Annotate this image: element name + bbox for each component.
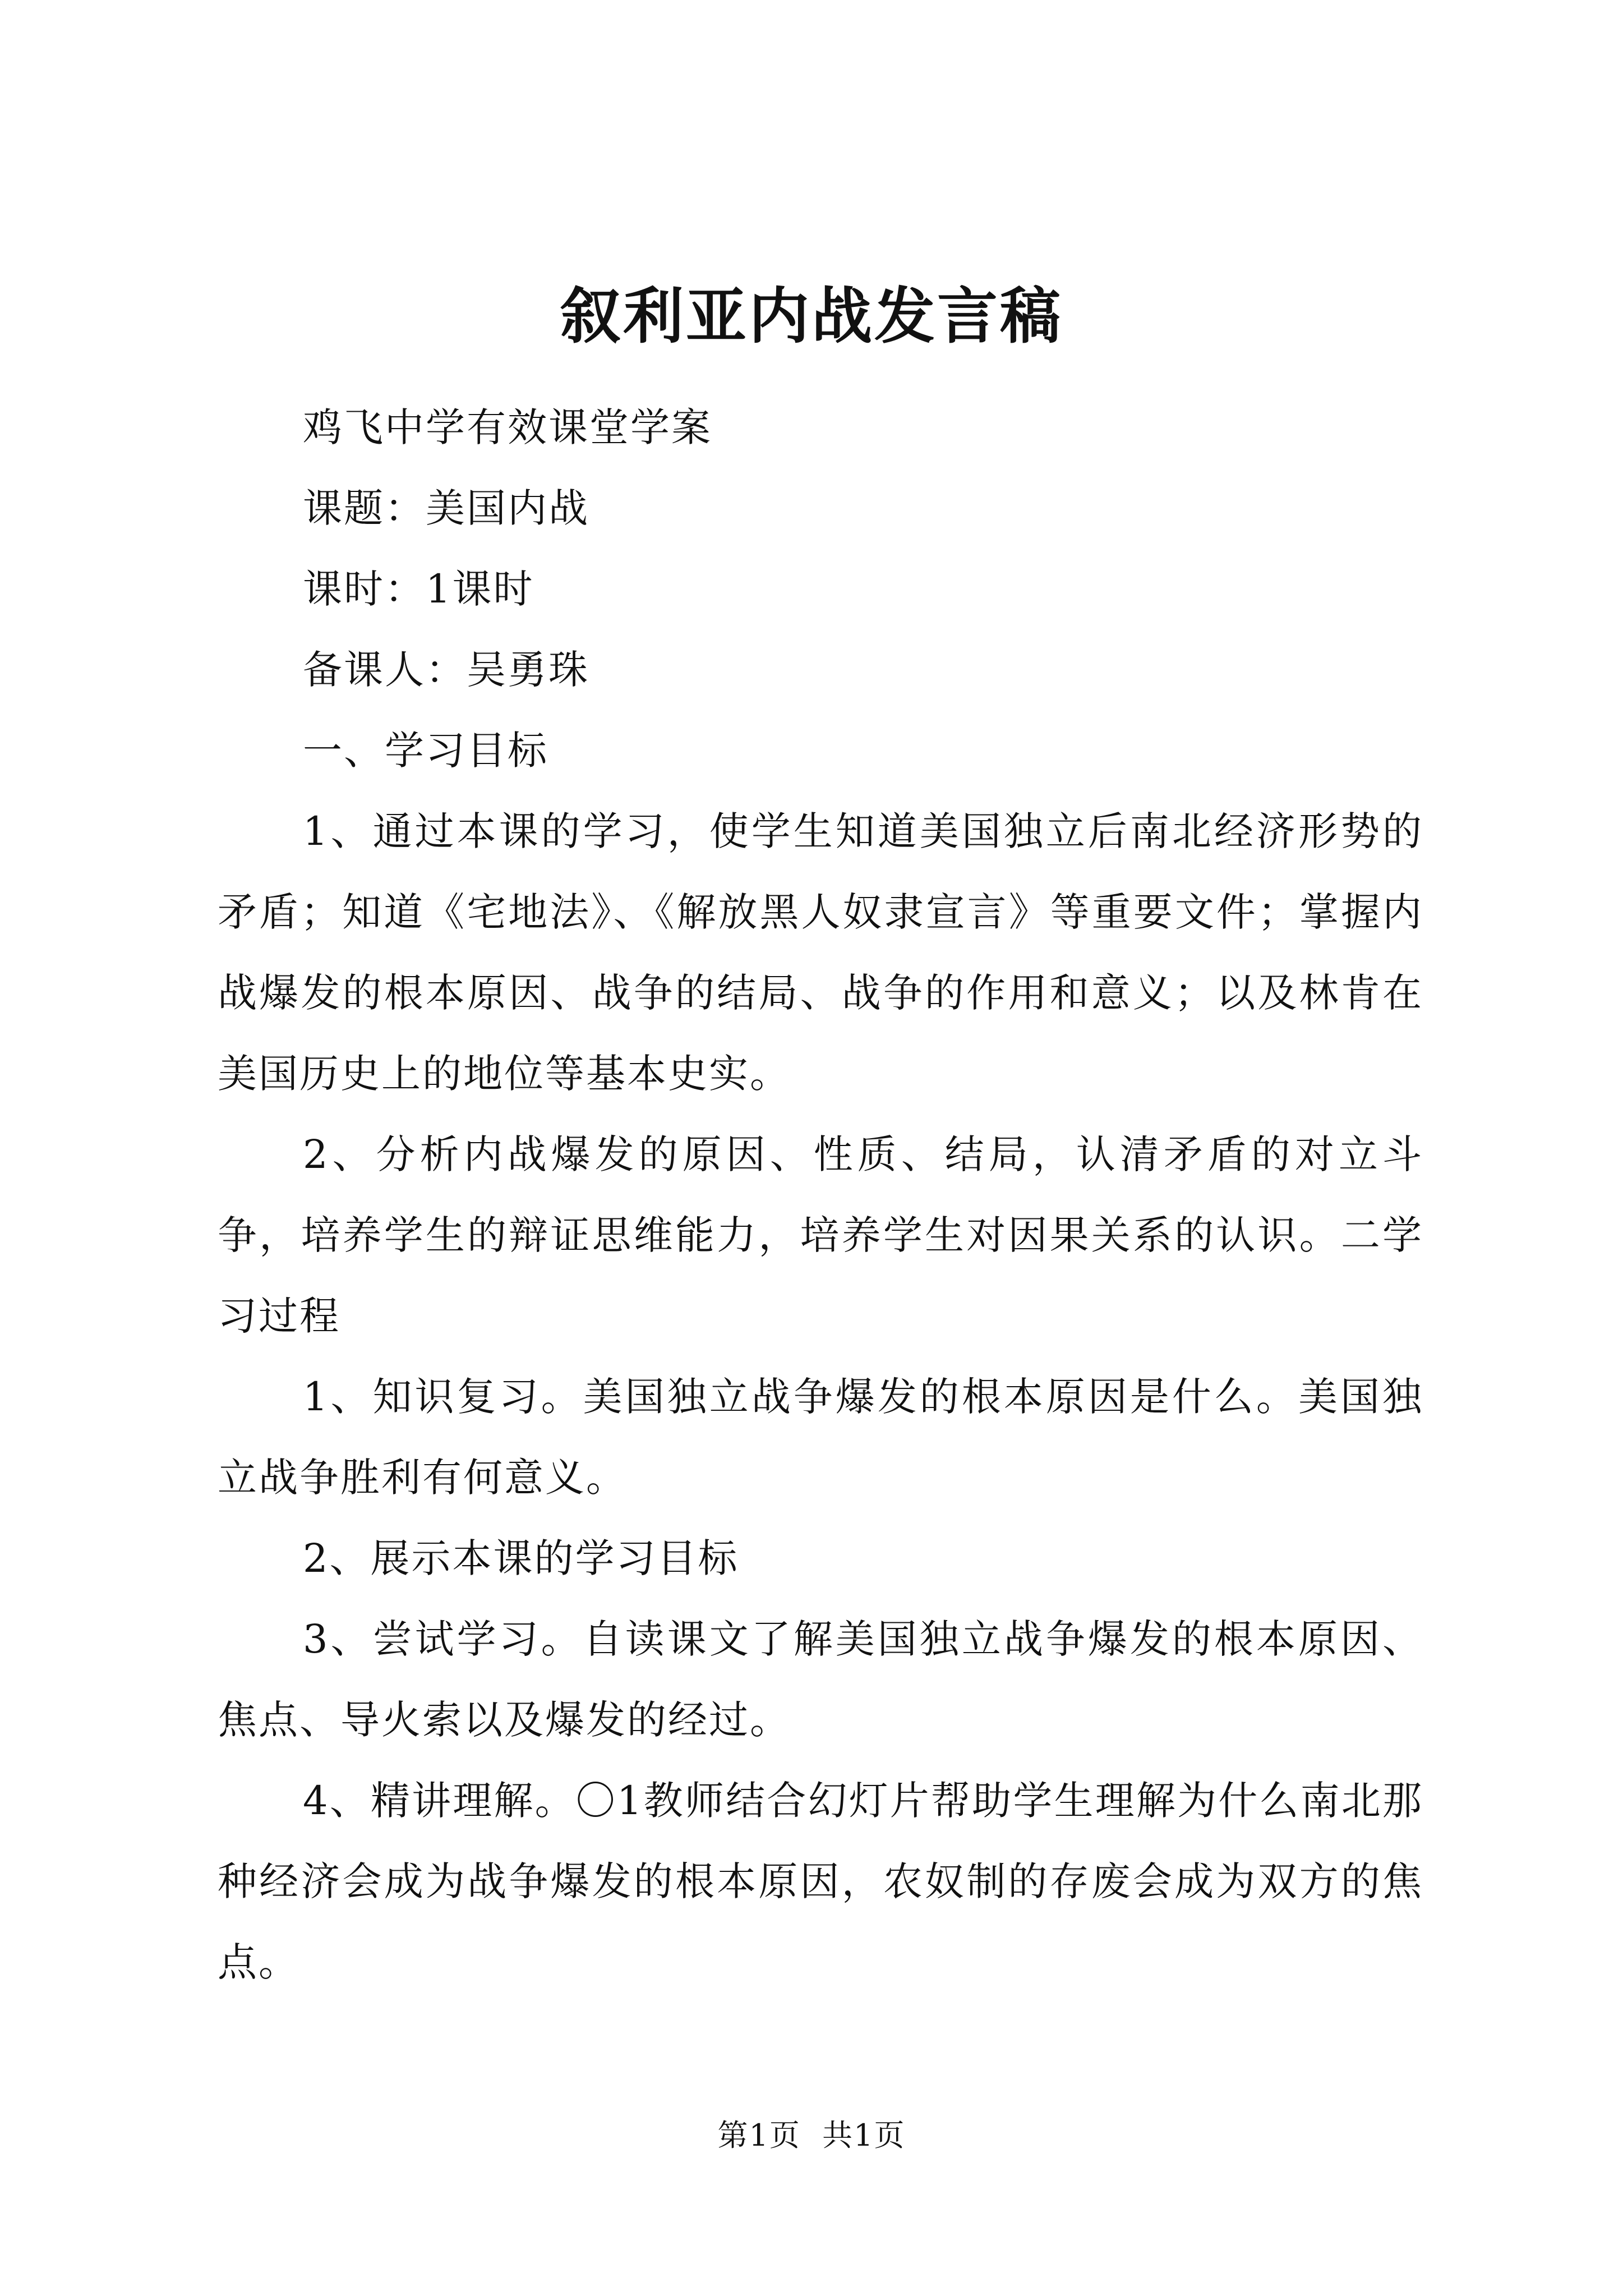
section-heading-goals: 一、学习目标	[303, 728, 548, 774]
page-footer	[0, 2118, 1623, 2154]
lesson-topic: 课题：美国内战	[303, 485, 589, 531]
goal-paragraph-1: 1、通过本课的学习，使学生知道美国独立后南北经济形势的矛盾；知道《宅地法》、《解放黑人奴隶宣言》等重要文件；掌握内战爆发的根本原因、战争的结局、战争的作用和意义；以及林肯在美国历史上的地位等基本史实。	[218, 808, 1423, 1097]
goal-paragraph-2: 2、分析内战爆发的原因、性质、结局，认清矛盾的对立斗争，培养学生的辩证思维能力，培养学生对因果关系的认识。二学习过程	[218, 1131, 1423, 1339]
lesson-author: 备课人：吴勇珠	[303, 647, 589, 693]
process-step-4: 4、精讲理解。〇1教师结合幻灯片帮助学生理解为什么南北那种经济会成为战争爆发的根本原因，农奴制的存废会成为双方的焦点。	[218, 1778, 1423, 1985]
document-title: 叙利亚内战发言稿	[560, 281, 1063, 352]
document-body	[218, 387, 1423, 2003]
page-total: 共1页	[822, 2118, 906, 2153]
process-step-3: 3、尝试学习。自读课文了解美国独立战争爆发的根本原因、焦点、导火索以及爆发的经过。	[218, 1616, 1423, 1743]
lesson-duration: 课时：1课时	[303, 566, 534, 612]
process-step-2: 2、展示本课的学习目标	[303, 1535, 739, 1581]
page-number: 第1页	[717, 2118, 801, 2153]
school-line: 鸡飞中学有效课堂学案	[303, 404, 712, 450]
process-step-1: 1、知识复习。美国独立战争爆发的根本原因是什么。美国独立战争胜利有何意义。	[218, 1374, 1423, 1501]
